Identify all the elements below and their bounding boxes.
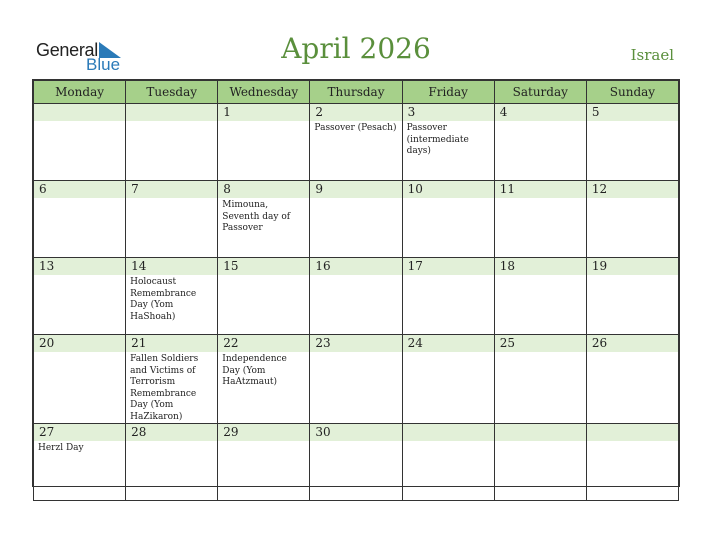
day-cell: [34, 258, 126, 335]
day-number: [126, 104, 217, 121]
day-cell: [126, 181, 218, 258]
holiday-event: [34, 198, 125, 200]
day-number: 29: [218, 424, 309, 441]
holiday-event: [34, 275, 125, 277]
holiday-event: [218, 275, 309, 277]
holiday-event: [587, 352, 678, 354]
weekday-tuesday: Tuesday: [126, 81, 218, 104]
holiday-event: [34, 121, 125, 123]
day-number: 27: [34, 424, 125, 441]
holiday-event: Fallen Soldiers and Victims of Terrorism Remembrance Day (Yom HaZikaron): [130, 354, 199, 422]
calendar-table: [33, 80, 679, 501]
day-number: 5: [587, 104, 678, 121]
week-row: [34, 258, 679, 335]
holiday-event: [495, 121, 586, 123]
logo-word-blue: Blue: [86, 55, 121, 74]
holiday-event: [126, 441, 217, 443]
day-number: 18: [495, 258, 586, 275]
day-cell: [586, 335, 678, 424]
day-number: 10: [403, 181, 494, 198]
day-cell: [310, 104, 402, 181]
holiday-event: [218, 121, 309, 123]
calendar-grid: [32, 79, 680, 487]
day-cell: [126, 104, 218, 181]
day-number: 13: [34, 258, 125, 275]
day-cell: [494, 181, 586, 258]
holiday-event: [495, 441, 586, 443]
day-cell: [586, 424, 678, 501]
weekday-wednesday: Wednesday: [218, 81, 310, 104]
day-number: 9: [310, 181, 401, 198]
day-number: 21: [126, 335, 217, 352]
week-row: [34, 104, 679, 181]
holiday-event: [403, 352, 494, 354]
holiday-event: [218, 441, 309, 443]
day-number: 4: [495, 104, 586, 121]
day-cell: [126, 258, 218, 335]
day-cell: [402, 335, 494, 424]
week-row: [34, 335, 679, 424]
day-cell: [586, 104, 678, 181]
holiday-event: [310, 275, 401, 277]
day-cell: [34, 335, 126, 424]
weekday-saturday: Saturday: [494, 81, 586, 104]
holiday-event: [587, 275, 678, 277]
day-number: [495, 424, 586, 441]
weekday-thursday: Thursday: [310, 81, 402, 104]
day-number: 15: [218, 258, 309, 275]
day-number: 16: [310, 258, 401, 275]
day-cell: [218, 258, 310, 335]
holiday-event: [310, 441, 401, 443]
day-cell: [402, 258, 494, 335]
day-cell: [310, 335, 402, 424]
day-cell: [310, 258, 402, 335]
day-number: 11: [495, 181, 586, 198]
day-cell: [494, 258, 586, 335]
day-number: 2: [310, 104, 401, 121]
day-number: 30: [310, 424, 401, 441]
day-cell: [494, 104, 586, 181]
holiday-event: [403, 441, 494, 443]
holiday-event: [310, 198, 401, 200]
day-number: 8: [218, 181, 309, 198]
day-cell: [586, 258, 678, 335]
week-row: [34, 424, 679, 501]
day-number: 12: [587, 181, 678, 198]
holiday-event: [403, 198, 494, 200]
day-cell: [310, 424, 402, 501]
day-number: [34, 104, 125, 121]
holiday-event: Passover (Pesach): [314, 123, 397, 133]
holiday-event: [587, 121, 678, 123]
holiday-event: [403, 275, 494, 277]
holiday-event: [310, 352, 401, 354]
day-number: 14: [126, 258, 217, 275]
day-cell: [218, 424, 310, 501]
weekday-monday: Monday: [34, 81, 126, 104]
day-number: 17: [403, 258, 494, 275]
day-cell: [34, 181, 126, 258]
page-title: April 2026: [281, 32, 431, 65]
day-number: 24: [403, 335, 494, 352]
day-number: [587, 424, 678, 441]
weekday-friday: Friday: [402, 81, 494, 104]
week-row: [34, 181, 679, 258]
logo-word-general: General: [36, 40, 98, 60]
day-cell: [34, 424, 126, 501]
holiday-event: Holocaust Remembrance Day (Yom HaShoah): [130, 277, 197, 322]
holiday-event: [587, 198, 678, 200]
day-number: 23: [310, 335, 401, 352]
day-cell: [126, 335, 218, 424]
holiday-event: [495, 275, 586, 277]
holiday-event: Passover (intermediate days): [406, 123, 469, 156]
day-number: [403, 424, 494, 441]
day-cell: [586, 181, 678, 258]
day-cell: [218, 104, 310, 181]
day-number: 26: [587, 335, 678, 352]
weekday-header-row: [34, 81, 679, 104]
day-cell: [218, 335, 310, 424]
day-number: 19: [587, 258, 678, 275]
holiday-event: [495, 352, 586, 354]
holiday-event: [495, 198, 586, 200]
holiday-event: [126, 198, 217, 200]
day-number: 1: [218, 104, 309, 121]
day-number: 3: [403, 104, 494, 121]
day-cell: [126, 424, 218, 501]
day-cell: [494, 335, 586, 424]
day-cell: [310, 181, 402, 258]
holiday-event: Mimouna, Seventh day of Passover: [222, 200, 291, 233]
day-number: 20: [34, 335, 125, 352]
day-number: 6: [34, 181, 125, 198]
holiday-event: [126, 121, 217, 123]
calendar-body: [34, 104, 679, 501]
day-cell: [402, 104, 494, 181]
day-cell: [34, 104, 126, 181]
day-number: 22: [218, 335, 309, 352]
holiday-event: Independence Day (Yom HaAtzmaut): [222, 354, 287, 387]
day-cell: [218, 181, 310, 258]
day-number: 25: [495, 335, 586, 352]
holiday-event: Herzl Day: [38, 443, 84, 453]
day-number: 7: [126, 181, 217, 198]
day-cell: [402, 181, 494, 258]
day-cell: [402, 424, 494, 501]
holiday-event: [34, 352, 125, 354]
day-number: 28: [126, 424, 217, 441]
country-label: Israel: [630, 46, 674, 64]
holiday-event: [587, 441, 678, 443]
weekday-sunday: Sunday: [586, 81, 678, 104]
day-cell: [494, 424, 586, 501]
